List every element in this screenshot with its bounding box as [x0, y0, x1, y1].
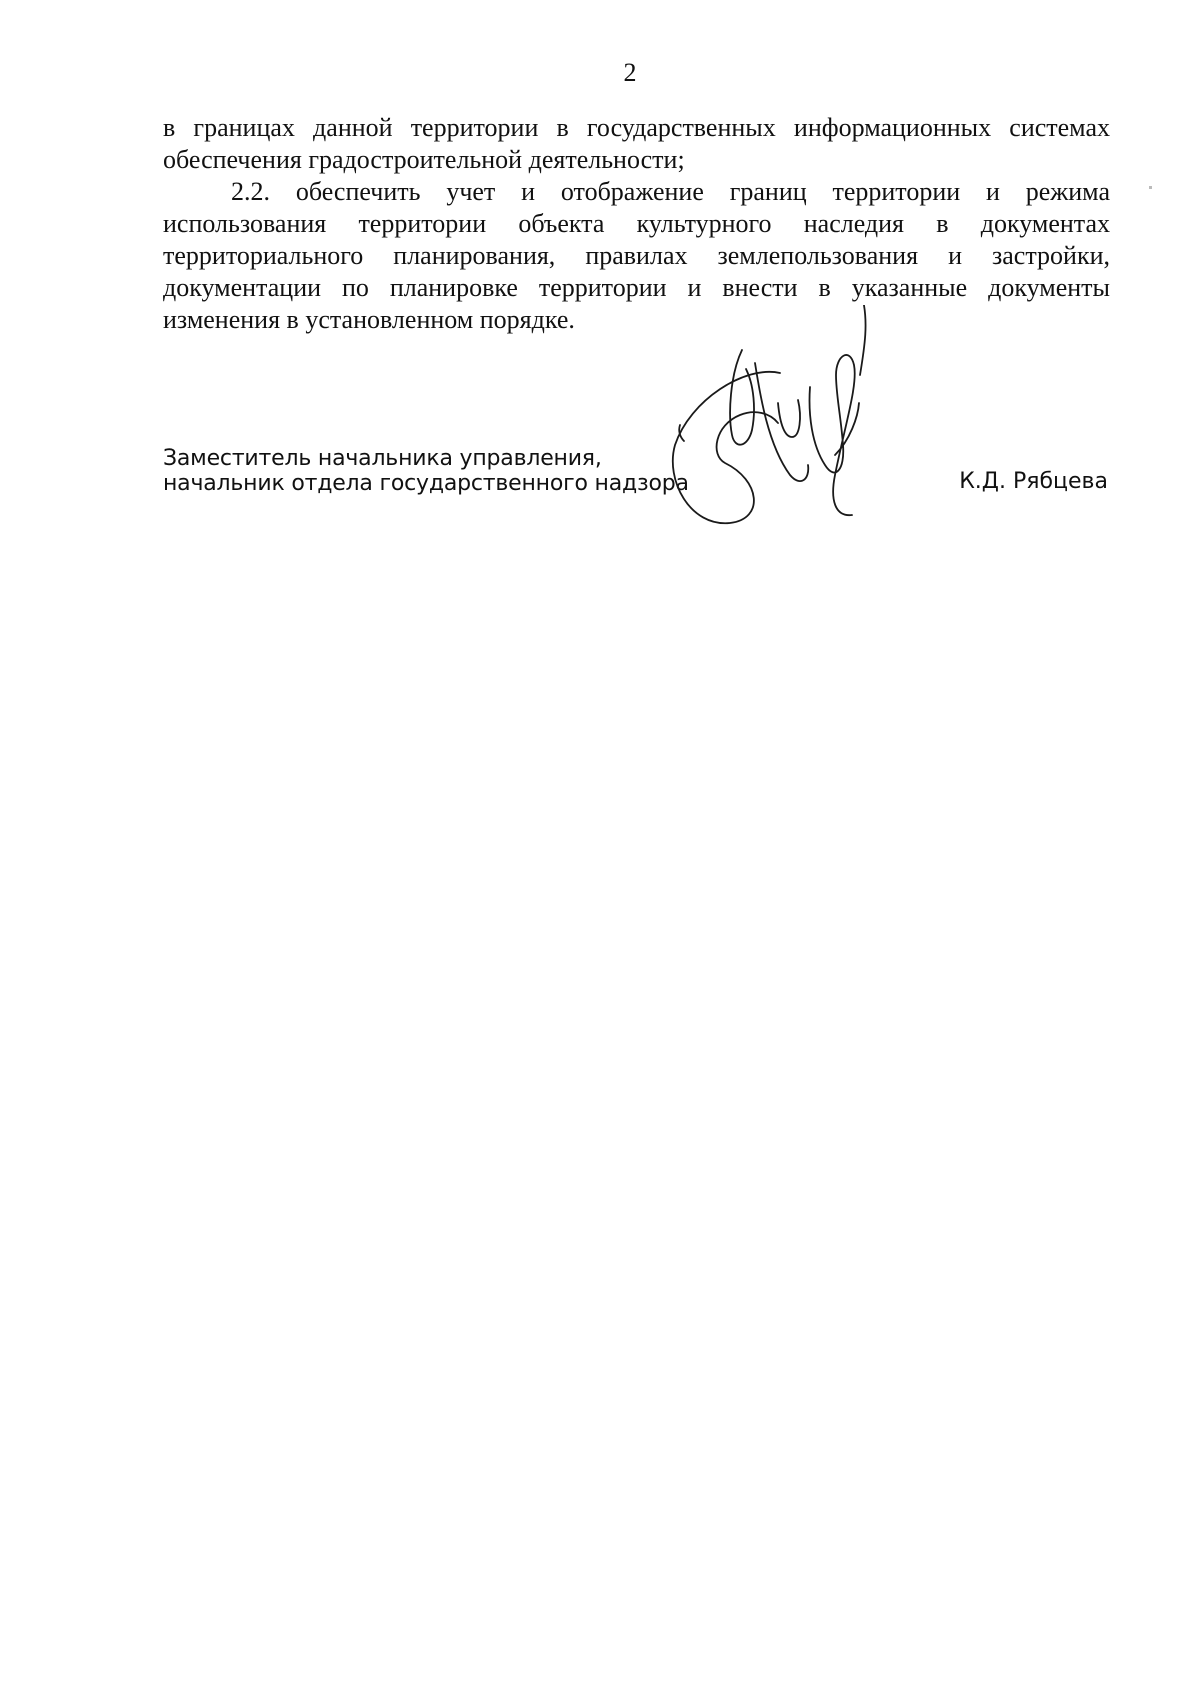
page-number: 2: [623, 58, 637, 87]
paragraph-continuation: в границах данной территории в государственных информационных системах обеспечения градостроительной деятельности;: [163, 113, 1110, 174]
signer-position: [163, 446, 689, 496]
paragraph-item-2-2: 2.2. обеспечить учет и отображение границ территории и режима использования территории объекта культурного наследия в документах территориального планирования, правилах землепользования и застройки, документации по планировке территории и внести в указанные документы изменения в установленном порядке.: [163, 177, 1110, 334]
signer-position-line-2: начальник отдела государственного надзора: [163, 471, 689, 496]
signature-block: [163, 446, 1110, 506]
signer-name: К.Д. Рябцева: [959, 469, 1108, 494]
signer-position-line-1: Заместитель начальника управления,: [163, 446, 602, 471]
scan-speck: [1149, 186, 1152, 189]
handwritten-signature: [660, 305, 960, 535]
document-body: [163, 112, 1110, 336]
